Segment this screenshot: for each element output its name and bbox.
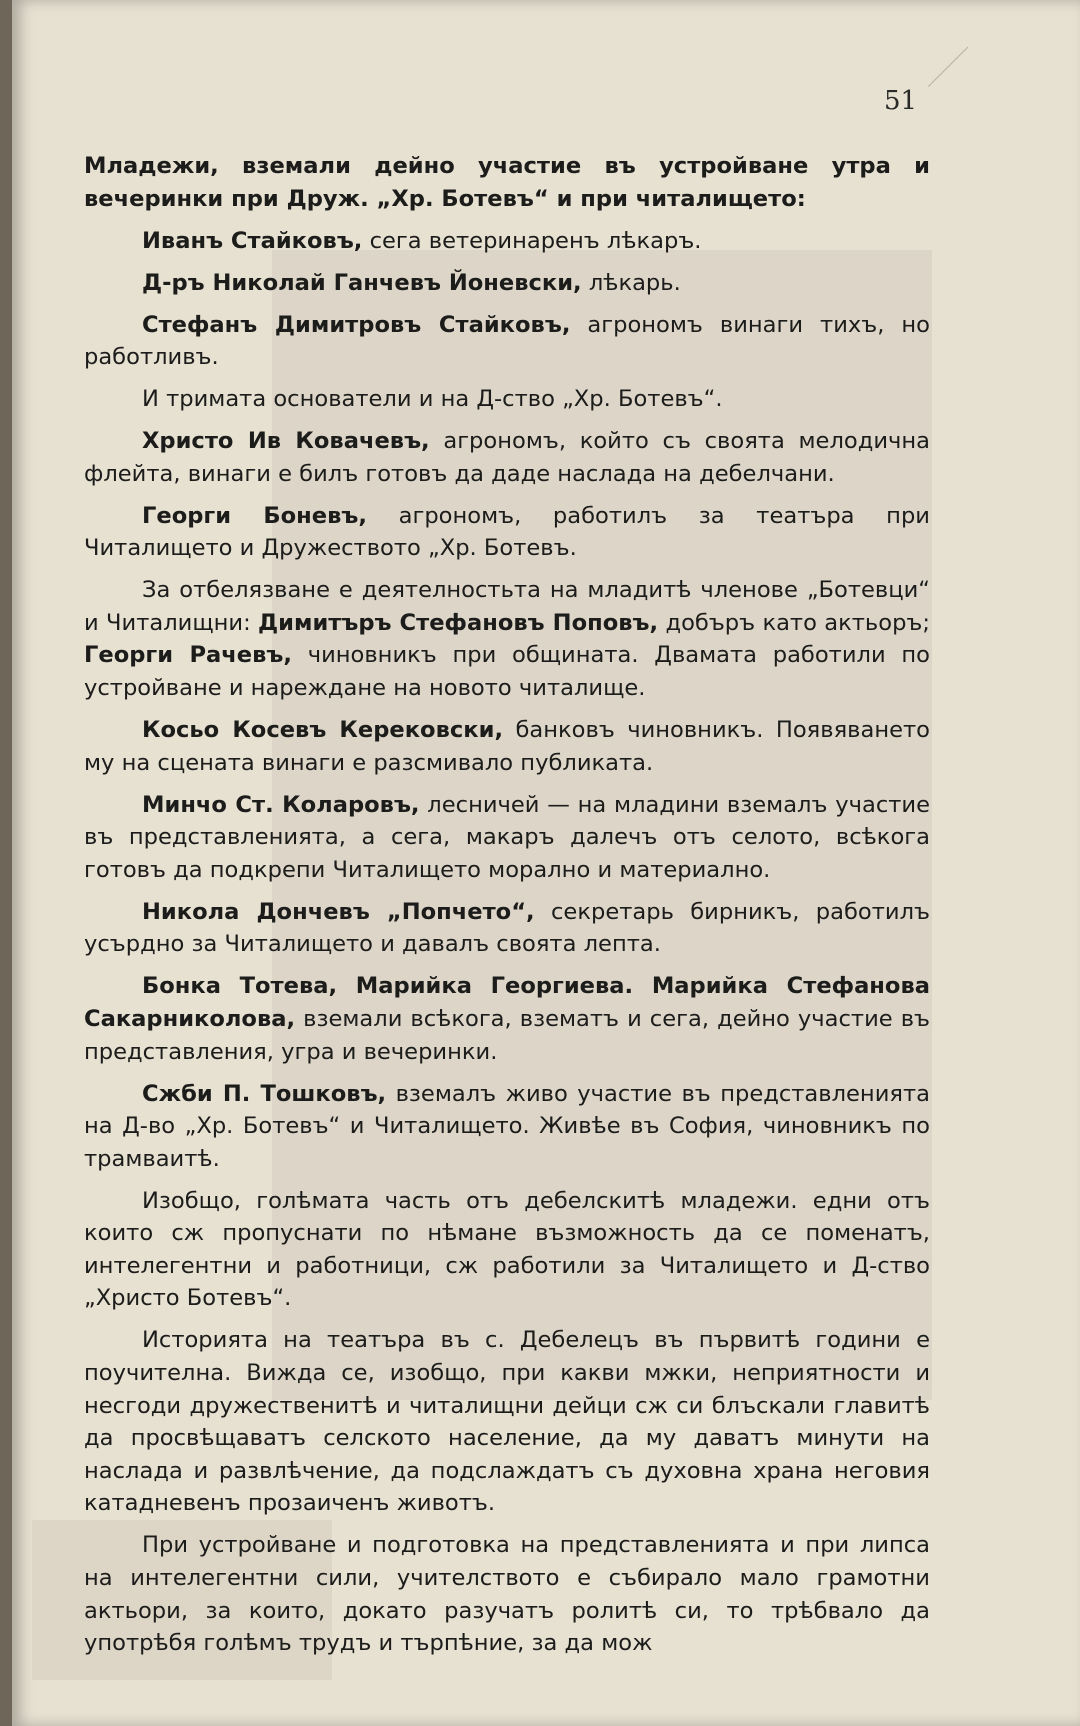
paragraph [84, 1185, 930, 1315]
bold-name-text: Младежи, вземали дейно участие въ устройване утра и вечеринки при Друж. „Хр. Ботевъ“ и при читалището: [84, 153, 930, 212]
bold-name-text: Димитъръ Стефановъ Поповъ, [258, 609, 659, 636]
paragraph [84, 383, 930, 416]
paragraph [84, 425, 930, 490]
paragraph [84, 1529, 930, 1659]
body-text-run: агрономъ, който съ своята мелодична флейта, винаги е билъ готовъ да даде наслада на дебелчани. [84, 428, 930, 487]
corner-fold-mark [928, 47, 1008, 127]
paragraph [84, 574, 930, 704]
body-text-run: банковъ чиновникъ. Появяването му на сцената винаги е разсмивало публиката. [84, 717, 930, 776]
body-text-run: вземали всѣкога, взематъ и сега, дейно участие въ представления, угра и вечеринки. [84, 1005, 930, 1065]
paragraph [84, 1324, 930, 1520]
paragraph [84, 714, 930, 779]
book-page [12, 0, 1080, 1726]
paragraph [84, 309, 930, 374]
paragraph [84, 1078, 930, 1176]
page-number: 51 [884, 86, 918, 116]
paragraph [84, 789, 930, 887]
paragraph [84, 896, 930, 961]
paragraph [84, 150, 930, 215]
body-text-run: секретарь бирникъ, работилъ усърдно за Читалището и давалъ своята лепта. [84, 898, 931, 958]
paragraph [84, 970, 930, 1068]
body-text-run: Историята на театъра въ с. Дебелецъ въ първитѣ години е поучителна. Вижда се, изобщо, при какви мжки, неприятности и несгоди дружественитѣ и читалищни дейци сж си блъскали главитѣ да просвѣщаватъ селското население, да му даватъ минути на наслада и развлѣчение, да подслаждатъ съ духовна храна неговия катадневенъ прозаиченъ животъ. [84, 1327, 930, 1517]
body-text-run: агрономъ, работилъ за театъра при Читалището и Дружеството „Хр. Ботевъ. [84, 502, 930, 562]
body-text-run: Изобщо, голѣмата часть отъ дебелскитѣ младежи. едни отъ които сж пропуснати по нѣмане възможность да се поменатъ, интелегентни и работници, сж работили за Читалището и Д-ство „Христо Ботевъ“. [84, 1187, 930, 1312]
body-text-run: За отбелязване е деятелностьта на младитѣ членове „Ботевци“ и Читалищни: [84, 577, 930, 636]
bold-name-text: Иванъ Стайковъ, [142, 227, 363, 254]
bold-name-text: Минчо Ст. Коларовъ, [142, 791, 420, 818]
body-text-run: лесничей — на младини вземалъ участие въ представленията, а сега, макаръ далечъ отъ селото, всѣкога готовъ да подкрепи Читалището морално и материално. [84, 791, 930, 883]
bold-name-text: Никола Дончевъ „Попчето“, [142, 898, 535, 925]
paragraph [84, 267, 930, 300]
bold-name-text: Георги Рачевъ, [84, 642, 292, 669]
body-text-run: чиновникъ при общината. Двамата работили по устройване и нареждане на новото читалище. [84, 642, 930, 702]
bold-name-text: Бонка Тотева, Марийка Георгиева. Марийка Стефанова Сакарниколова, [84, 973, 930, 1032]
bold-name-text: Д-ръ Николай Ганчевъ Йоневски, [142, 269, 582, 296]
bold-name-text: Христо Ив Ковачевъ, [142, 428, 430, 455]
bold-name-text: Косьо Косевъ Керековски, [142, 717, 504, 744]
body-text-run: При устройване и подготовка на представленията и при липса на интелегентни сили, учителството е събирало мало грамотни актьори, за които, докато разучатъ ролитѣ си, то трѣбвало да употрѣбя голѣмъ трудъ и търпѣние, за да мож [84, 1532, 930, 1657]
paragraph [84, 500, 930, 565]
paragraph [84, 225, 930, 258]
body-text-run: сега ветеринаренъ лѣкаръ. [362, 227, 702, 254]
body-text-run: добъръ като актьоръ; [658, 609, 930, 636]
bold-name-text: Стефанъ Димитровъ Стайковъ, [142, 311, 571, 338]
body-text [84, 150, 930, 1669]
bold-name-text: Сжби П. Тошковъ, [142, 1080, 387, 1107]
body-text-run: вземалъ живо участие въ представленията на Д-во „Хр. Ботевъ“ и Читалището. Живѣе въ София, чиновникъ по трамваитѣ. [84, 1080, 930, 1172]
body-text-run: агрономъ винаги тихъ, но работливъ. [84, 311, 930, 371]
bold-name-text: Георги Боневъ, [142, 502, 367, 529]
body-text-run: И тримата основатели и на Д-ство „Хр. Ботевъ“. [142, 386, 723, 413]
body-text-run: лѣкарь. [581, 269, 681, 296]
